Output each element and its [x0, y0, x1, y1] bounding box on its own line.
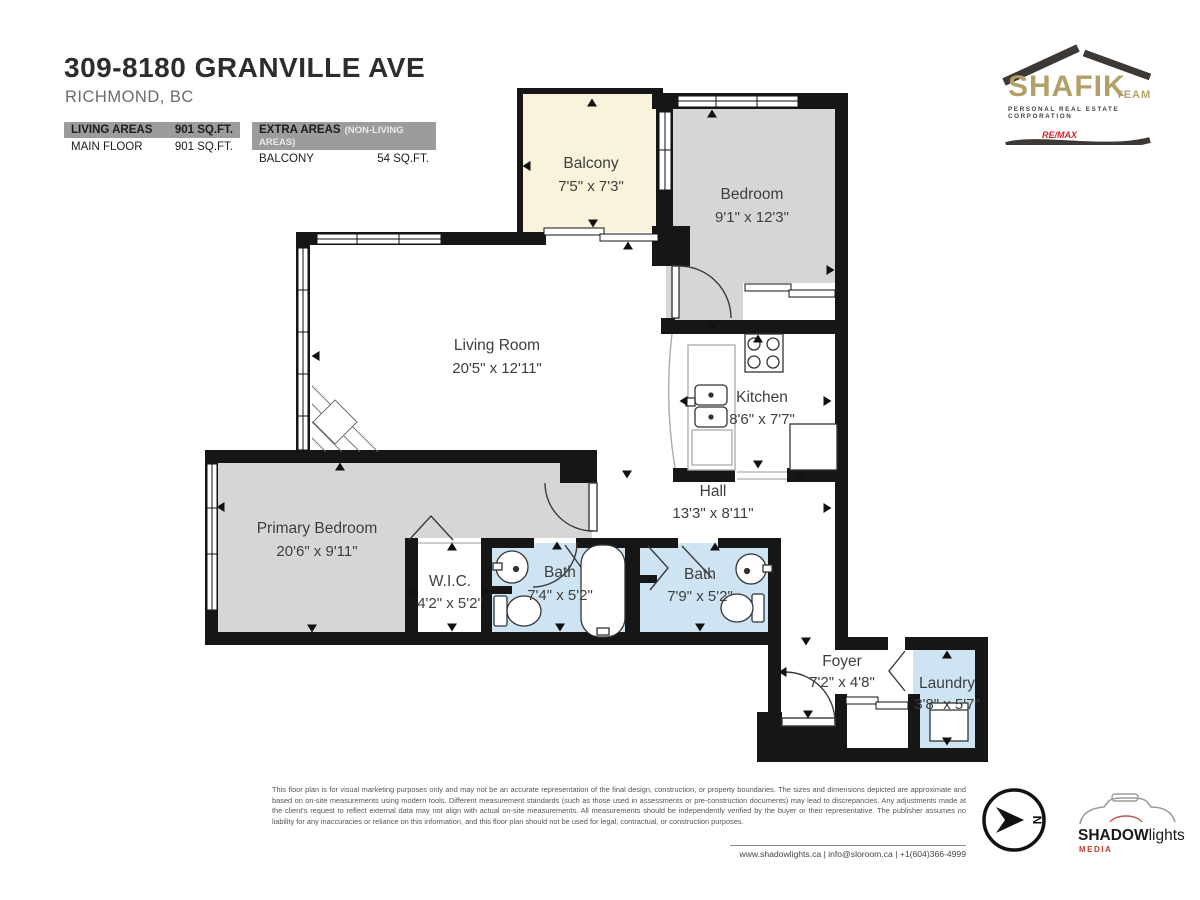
extra-areas-label: EXTRA AREAS (NON-LIVING AREAS) — [259, 124, 404, 148]
svg-text:Living Room: Living Room — [453, 337, 541, 354]
foyer-closet-slider — [876, 702, 908, 709]
page-subtitle-city: RICHMOND, BC — [65, 88, 194, 106]
svg-text:7'2" x 4'8": 7'2" x 4'8" — [809, 674, 875, 691]
living-room-top-window — [317, 234, 441, 244]
svg-text:9'1" x 12'3": 9'1" x 12'3" — [715, 209, 789, 226]
camera-icon — [1072, 792, 1182, 832]
room-foyer — [809, 653, 875, 691]
media-name: SHADOWlights — [1078, 827, 1185, 844]
bedroom-closet-slider — [745, 284, 791, 291]
svg-text:4'2" x 5'2": 4'2" x 5'2" — [417, 595, 483, 612]
svg-text:Balcony: Balcony — [563, 155, 619, 172]
room-kitchen — [729, 389, 795, 428]
remax-logo: RE/MAX — [1042, 130, 1078, 140]
main-floor-value: 901 SQ.FT. — [174, 141, 233, 153]
room-hall — [672, 483, 753, 522]
bedroom-door-leaf — [672, 266, 679, 318]
living-areas-total: 901 SQ.FT. — [174, 124, 233, 136]
balcony-value: 54 SQ.FT. — [377, 153, 429, 165]
kitchen-counter-block — [692, 430, 732, 465]
primary-bedroom-left-window — [207, 464, 217, 610]
balcony-bedroom-window — [659, 112, 671, 190]
living-room-left-window — [298, 248, 308, 450]
svg-text:7'5" x 7'3": 7'5" x 7'3" — [558, 178, 624, 195]
shafik-name: SHAFIK — [1008, 70, 1126, 103]
shafik-team-label: TEAM — [1116, 89, 1152, 101]
room-living-room — [452, 337, 542, 377]
media-sub: MEDIA — [1079, 845, 1113, 854]
stove-icon — [745, 334, 783, 372]
svg-text:W.I.C.: W.I.C. — [428, 573, 472, 590]
svg-text:7'4" x 5'2": 7'4" x 5'2" — [527, 587, 593, 604]
balcony-label: BALCONY — [259, 153, 314, 165]
entry-door-leaf — [782, 718, 835, 726]
primary-door-leaf — [589, 483, 597, 531]
svg-text:7'9" x 5'2": 7'9" x 5'2" — [667, 588, 733, 605]
disclaimer-text: This floor plan is for visual marketing purposes only and may not be an accurate representation of the final design, construction, or property boundaries. The sizes and dimensions depicted are approximate and based on on-site measurements using modern tools. Different measurement standards (such as those used in assessments or pre-construction documents) may lead to discrepancies. Any adjustments made at the client's request to reflect external data may not align with actual on-site measurements. All measurements should be independently verified by the buyer or their representative. The publisher assumes no liability for any inaccuracies or reliance on this information, and this floor plan should not be used for legal, contractual, or construction purposes. — [272, 785, 966, 826]
bedroom-top-window — [678, 96, 798, 107]
fridge-icon — [790, 424, 837, 470]
contact-line: www.shadowlights.ca | info@sloroom.ca | +1(604)366-4999 — [739, 849, 966, 859]
page-title: 309-8180 GRANVILLE AVE — [64, 52, 426, 83]
foyer-closet-slider — [846, 697, 878, 704]
shadowlights-media-logo — [1058, 792, 1193, 862]
svg-text:Bedroom: Bedroom — [720, 186, 784, 203]
svg-text:Hall: Hall — [699, 483, 727, 500]
living-areas-label: LIVING AREAS — [71, 124, 153, 136]
svg-text:Bath: Bath — [684, 566, 716, 583]
svg-text:Kitchen: Kitchen — [736, 389, 788, 406]
svg-text:Bath: Bath — [544, 564, 576, 581]
balcony-slider — [600, 234, 658, 241]
contact-divider — [730, 845, 966, 846]
svg-text:3'8" x 5'7": 3'8" x 5'7" — [914, 696, 980, 713]
shafik-subtitle: PERSONAL REAL ESTATE CORPORATION — [1008, 106, 1120, 120]
svg-text:20'6" x 9'11": 20'6" x 9'11" — [276, 543, 358, 560]
main-floor-label: MAIN FLOOR — [71, 141, 143, 153]
room-wic — [417, 573, 483, 612]
extra-areas-note: (NON-LIVING AREAS) — [259, 125, 404, 148]
svg-text:Primary Bedroom: Primary Bedroom — [256, 520, 378, 537]
svg-text:13'3" x 8'11": 13'3" x 8'11" — [672, 505, 754, 522]
laundry-bifold-door — [889, 651, 905, 691]
svg-text:8'6" x 7'7": 8'6" x 7'7" — [729, 411, 795, 428]
svg-text:Laundry: Laundry — [918, 675, 976, 692]
kitchen-open-boundary — [669, 334, 675, 468]
svg-text:20'5" x 12'11": 20'5" x 12'11" — [452, 360, 542, 377]
svg-text:N: N — [1030, 815, 1044, 825]
svg-text:Foyer: Foyer — [822, 653, 862, 670]
compass-north-icon — [980, 786, 1050, 856]
bedroom-closet-slider — [789, 290, 835, 297]
balcony-slider — [544, 228, 604, 235]
